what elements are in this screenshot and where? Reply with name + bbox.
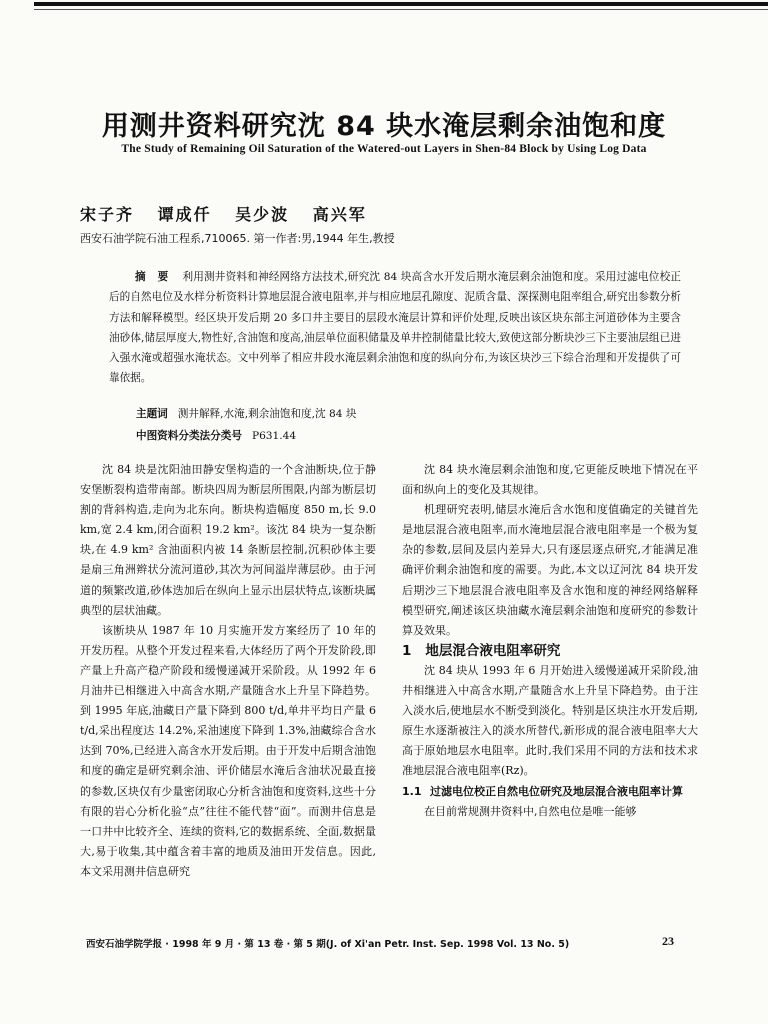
paragraph: 在目前常规测井资料中,自然电位是唯一能够 — [424, 804, 637, 818]
paragraph: 沈 84 块是沈阳油田静安堡构造的一个含油断块,位于静安堡断裂构造带南部。断块四周为断层所围限,内部为断层切割的背斜构造,走向为北东向。断块构造幅度 850 m,长 9.0 km,宽 2.4 km,闭合面积 19.2 km²。该沈 84 块为一复杂断块,在 4.9 km² 含油面积内被 14 条断层控制,沉积砂体主要是扇三角洲辫状分流河道砂,其次为河间溢岸薄层砂。由于河道的频繁改道,砂体迭加后在纵向上显示出层状特点,该断块属典型的层状油藏。 — [80, 463, 376, 617]
abstract-text: 利用测井资料和神经网络方法技术,研究沈 84 块高含水开发后期水淹层剩余油饱和度。采用过滤电位校正后的自然电位及水样分析资料计算地层混合液电阻率,并与相应地层孔隙度、泥质含量、深探测电阻率组合,研究出参数分析方法和解释模型。经区块开发后期 20 多口井主要目的层段水淹层计算和评价处理,反映出该区块东部主河道砂体为主要含油砂体,储层厚度大,物性好,含油饱和度高,油层单位面积储量及单井控制储量比较大,致使这部分断块沙三下主要油层组已进入强水淹或超强水淹状态。文中列举了相应井段水淹层剩余油饱和度的纵向分布,为该区块沙三下综合治理和开发提供了可靠依据。 — [109, 271, 681, 385]
keywords-label: 主题词 — [136, 408, 168, 420]
paragraph: 沈 84 块水淹层剩余油饱和度,它更能反映地下情况在平面和纵向上的变化及其规律。 — [402, 463, 698, 497]
subsection-heading — [402, 782, 698, 802]
journal-footer: 西安石油学院学报 · 1998 年 9 月 · 第 13 卷 · 第 5 期(J. of Xi'an Petr. Inst. Sep. 1998 Vol. 13 No. 5) — [86, 939, 570, 950]
body-column-left — [80, 460, 376, 930]
subsection-number: 1.1 — [402, 784, 422, 798]
header-rule-thin — [34, 9, 768, 10]
paper-title-en: The Study of Remaining Oil Saturation of the Watered-out Layers in Shen-84 Block by Using Log Data — [121, 143, 647, 155]
section-title: 地层混合液电阻率研究 — [425, 642, 561, 659]
paragraph: 沈 84 块从 1993 年 6 月开始进入缓慢递减开采阶段,油井相继进入中高含水期,产量随含水上升呈下降趋势。由于注入淡水后,使地层水不断受到淡化。特别是区块注水开发后期,原生水逐渐被注入的淡水所替代,新形成的混合液电阻率大大高于原始地层水电阻率。此时,我们采用不同的方法和技术求准地层混合液电阻率(Rz)。 — [402, 663, 698, 778]
body-column-right — [402, 460, 698, 930]
paragraph: 该断块从 1987 年 10 月实施开发方案经历了 10 年的开发历程。从整个开发过程来看,大体经历了两个开发阶段,即产量上升高产稳产阶段和缓慢递减开采阶段。从 1992 年 6 月油井已相继进入中高含水期,产量随含水上升呈下降趋势。到 1995 年底,油藏日产量下降到 800 t/d,单井平均日产量 6 t/d,采出程度达 14.2%,采油速度下降到 1.3%,油藏综合含水达到 70%,已经进入高含水开发后期。由于开发中后期含油饱和度的确定是研究剩余油、评价储层水淹后含油状况最直接的参数,区块仅有少量密闭取心分析含油饱和度资料,这些十分有限的岩心分析化验“点”往往不能代替“面”。而测井信息是一口井中比较齐全、连续的资料,它的数据系统、全面,数据量大,易于收集,其中蕴含着丰富的地质及油田开发信息。因此,本文采用测井信息研究 — [80, 623, 376, 878]
section-heading — [402, 641, 698, 661]
classification-label: 中图资料分类法分类号 — [136, 430, 242, 442]
author-list: 宋子齐 谭成仟 吴少波 高兴军 — [80, 205, 367, 224]
affiliation: 西安石油学院石油工程系,710065. 第一作者:男,1944 年生,教授 — [80, 232, 395, 245]
classification-code: P631.44 — [251, 430, 297, 442]
keywords-text: 测井解释,水淹,剩余油饱和度,沈 84 块 — [177, 408, 357, 420]
abstract-label: 摘 要 — [135, 271, 173, 283]
paper-title-zh: 用测井资料研究沈 84 块水淹层剩余油饱和度 — [101, 111, 667, 142]
classification — [136, 428, 296, 443]
keywords — [136, 406, 356, 421]
page-number: 23 — [662, 934, 674, 948]
paragraph: 机理研究表明,储层水淹后含水饱和度值确定的关键首先是地层混合液电阻率,而水淹地层混合液电阻率是一个极为复杂的参数,层间及层内差异大,只有逐层逐点研究,才能满足准确评价剩余油饱和度的需要。为此,本文以辽河沈 84 块开发后期沙三下地层混合液电阻率及含水饱和度的神经网络解释模型研究,阐述该区块油藏水淹层剩余油饱和度研究的参数计算及效果。 — [402, 503, 698, 637]
header-rule — [34, 2, 768, 6]
section-number: 1 — [402, 642, 412, 659]
subsection-title: 过滤电位校正自然电位研究及地层混合液电阻率计算 — [430, 784, 683, 798]
abstract — [109, 267, 681, 389]
